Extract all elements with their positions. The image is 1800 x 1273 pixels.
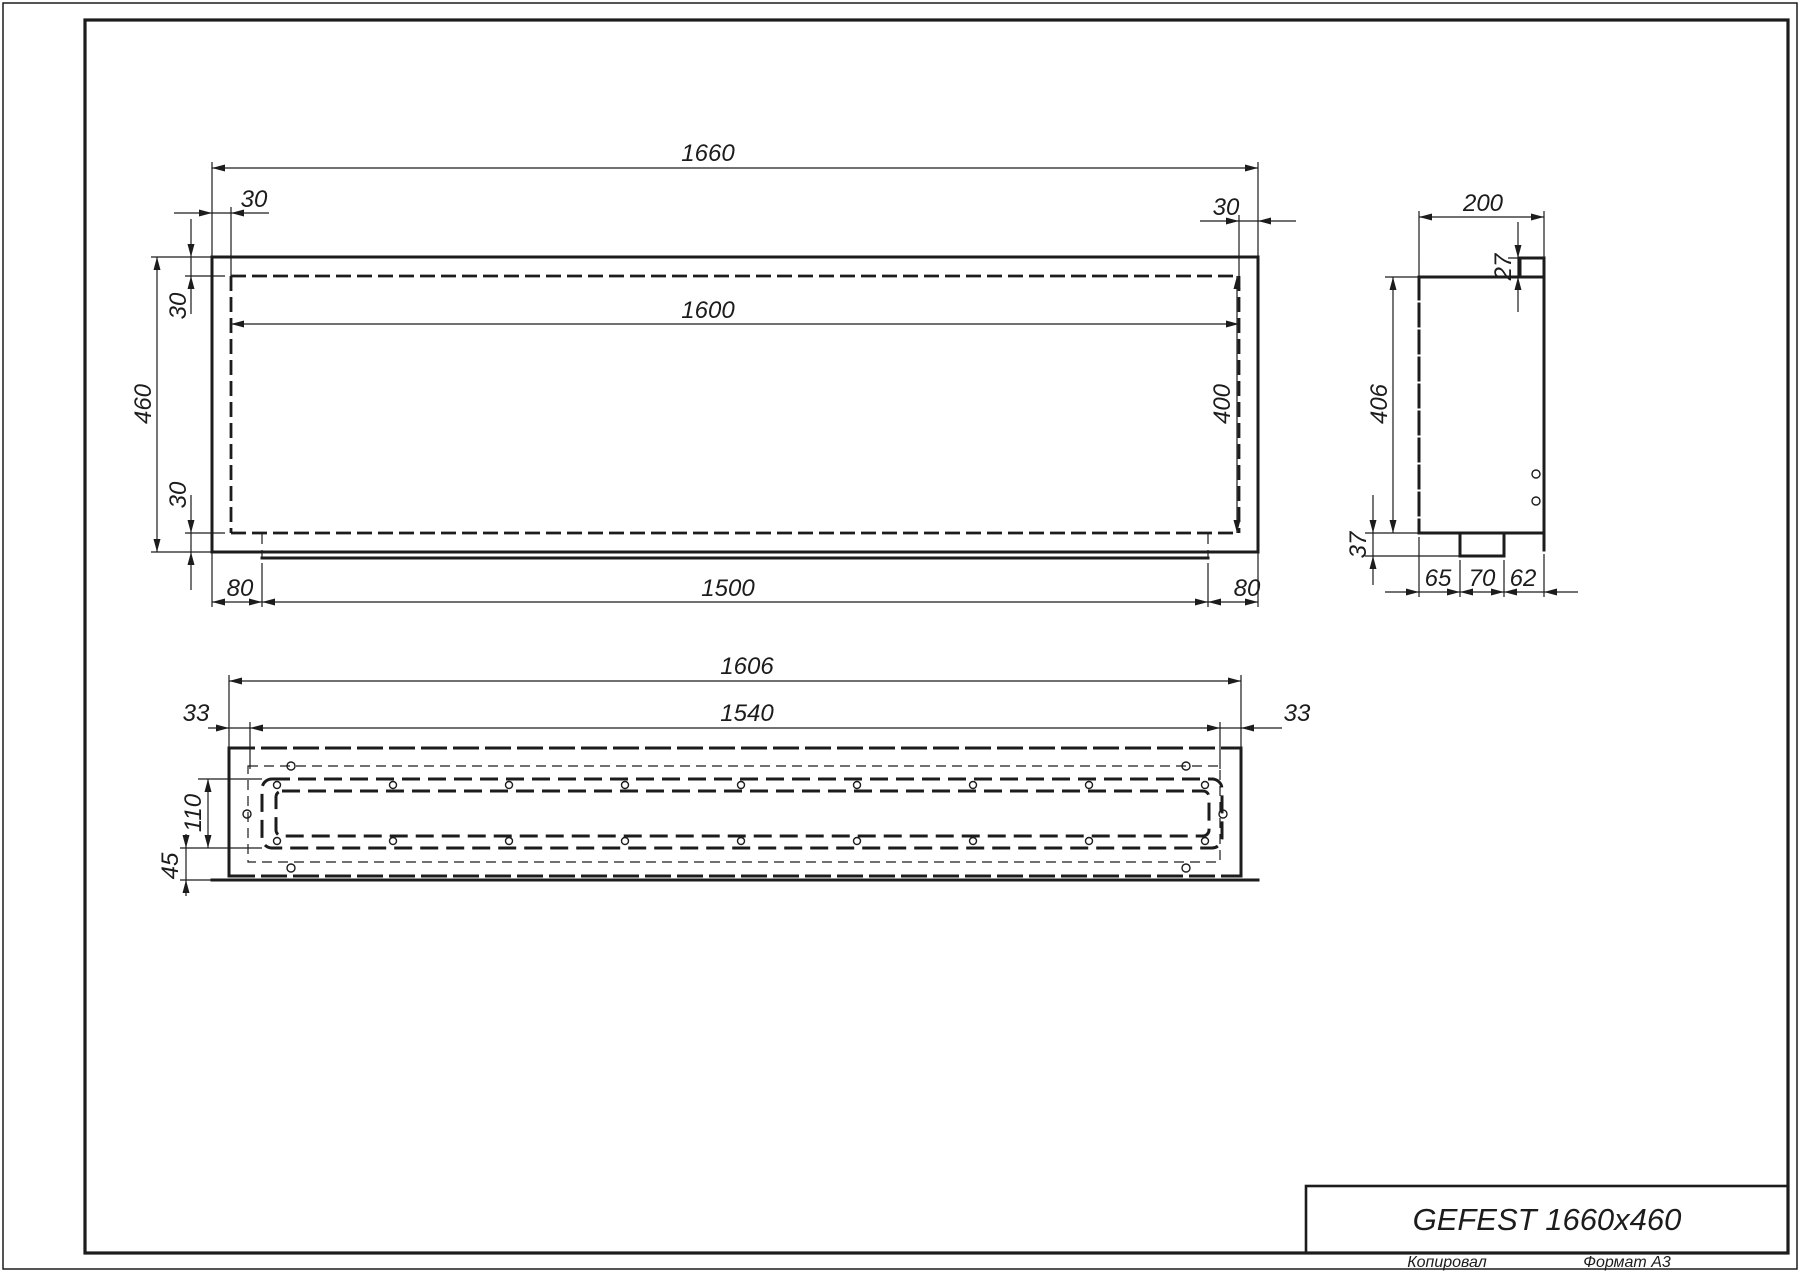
mounting-hole bbox=[1202, 838, 1209, 845]
dim-bottom-margin-left: 33 bbox=[182, 700, 210, 727]
dim-front-bottom-length: 1500 bbox=[701, 575, 755, 602]
side-hole-lower bbox=[1532, 497, 1540, 505]
mounting-hole bbox=[854, 782, 861, 789]
dim-bottom-inner-width: 1540 bbox=[720, 700, 774, 727]
dim-front-bottom-left: 80 bbox=[226, 575, 254, 602]
dim-front-total-width: 1660 bbox=[681, 140, 735, 167]
mounting-hole bbox=[287, 864, 295, 872]
mounting-hole bbox=[970, 782, 977, 789]
mounting-hole bbox=[274, 782, 281, 789]
dim-front-flange-left: 30 bbox=[240, 186, 268, 213]
mounting-hole bbox=[970, 838, 977, 845]
bottom-view bbox=[157, 653, 1311, 896]
dim-bottom-slot-height: 110 bbox=[180, 793, 207, 833]
dim-front-opening-width: 1600 bbox=[681, 297, 735, 324]
side-hole-upper bbox=[1532, 470, 1540, 478]
front-opening-hidden-edge bbox=[231, 276, 1239, 533]
dim-side-foot-height: 37 bbox=[1345, 531, 1372, 559]
mounting-hole bbox=[506, 782, 513, 789]
mounting-hole bbox=[243, 810, 251, 818]
dim-side-seg3: 62 bbox=[1509, 565, 1537, 592]
mounting-hole bbox=[390, 782, 397, 789]
mounting-hole bbox=[390, 838, 397, 845]
mounting-hole bbox=[506, 838, 513, 845]
side-view bbox=[1345, 190, 1578, 597]
dimension-arrowheads bbox=[154, 165, 1558, 894]
mounting-hole bbox=[738, 838, 745, 845]
dim-side-depth: 200 bbox=[1462, 190, 1504, 217]
dim-bottom-front-offset: 45 bbox=[157, 852, 184, 880]
dim-front-wall-bottom: 30 bbox=[165, 481, 192, 509]
dim-side-height: 406 bbox=[1366, 383, 1393, 425]
side-dimension-lines bbox=[1373, 217, 1578, 592]
dim-bottom-margin-right: 33 bbox=[1283, 700, 1311, 727]
dim-front-flange-right: 30 bbox=[1212, 194, 1240, 221]
side-outline bbox=[1419, 258, 1544, 556]
bottom-slot-inner bbox=[276, 791, 1209, 836]
mounting-hole bbox=[1086, 838, 1093, 845]
outer-border bbox=[3, 3, 1797, 1269]
mounting-hole bbox=[1086, 782, 1093, 789]
title-block bbox=[1306, 1186, 1788, 1253]
front-view bbox=[130, 140, 1296, 607]
dim-front-total-height: 460 bbox=[130, 383, 157, 425]
mounting-hole bbox=[1182, 864, 1190, 872]
mounting-hole bbox=[622, 838, 629, 845]
bottom-outline bbox=[212, 748, 1258, 880]
front-outline bbox=[212, 257, 1258, 558]
dim-side-seg2: 70 bbox=[1468, 565, 1496, 592]
page-borders bbox=[3, 3, 1797, 1269]
bottom-top-bottom-edges bbox=[229, 748, 1241, 876]
front-lip-hidden-ends bbox=[262, 534, 1208, 558]
dim-bottom-total-width: 1606 bbox=[720, 653, 774, 680]
mounting-hole bbox=[622, 782, 629, 789]
footer-format-label: Формат A3 bbox=[1583, 1254, 1671, 1271]
title-block-title: GEFEST 1660x460 bbox=[1412, 1202, 1682, 1237]
mounting-hole bbox=[738, 782, 745, 789]
dim-side-top-step: 27 bbox=[1490, 253, 1517, 281]
mounting-hole bbox=[854, 838, 861, 845]
dim-side-seg1: 65 bbox=[1424, 565, 1452, 592]
dim-front-wall-top: 30 bbox=[165, 292, 192, 320]
drawing-frame bbox=[85, 20, 1788, 1253]
mounting-hole bbox=[274, 838, 281, 845]
footer-copied-label: Копировал bbox=[1407, 1254, 1487, 1271]
dim-front-bottom-right: 80 bbox=[1233, 575, 1261, 602]
front-extension-lines bbox=[151, 162, 1258, 607]
front-dimension-lines bbox=[157, 168, 1296, 602]
dim-front-opening-height: 400 bbox=[1209, 383, 1236, 425]
mounting-hole bbox=[1202, 782, 1209, 789]
